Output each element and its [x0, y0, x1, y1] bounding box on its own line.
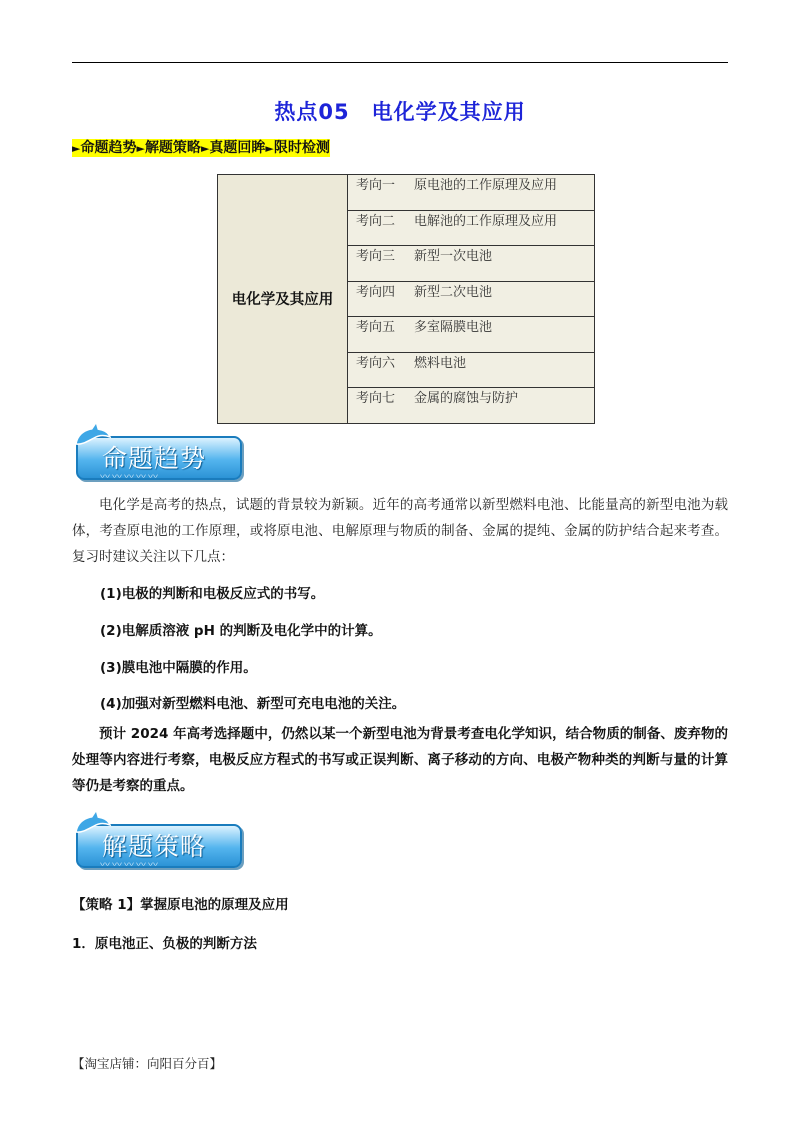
- outline-direction-4: 考向四 新型二次电池: [348, 281, 595, 317]
- nav-item-strategy[interactable]: 解题策略: [144, 140, 201, 156]
- wave-decoration: 〰〰〰〰〰: [100, 472, 160, 483]
- section-banner-strategy: [72, 812, 240, 871]
- outline-direction-6: 考向六 燃料电池: [348, 352, 595, 388]
- strategy-subheading: 1．原电池正、负极的判断方法: [72, 936, 257, 952]
- header-rule: [72, 62, 728, 63]
- section-banner-trend: [72, 424, 240, 483]
- trend-point-4: (4)加强对新型燃料电池、新型可充电电池的关注。: [100, 696, 406, 712]
- outline-direction-7: 考向七 金属的腐蚀与防护: [348, 388, 595, 424]
- topic-outline-table: [217, 174, 595, 424]
- arrow-icon: ►: [72, 142, 81, 155]
- trend-point-3: (3)膜电池中隔膜的作用。: [100, 660, 257, 676]
- section-navbar: [72, 137, 330, 157]
- outline-topic: 电化学及其应用: [218, 175, 348, 424]
- banner-label: 解题策略: [102, 832, 207, 861]
- arrow-icon: ►: [265, 142, 274, 155]
- page-title: 热点05 电化学及其应用: [274, 100, 526, 124]
- outline-direction-5: 考向五 多室隔膜电池: [348, 317, 595, 353]
- trend-point-1: (1)电极的判断和电极反应式的书写。: [100, 586, 325, 602]
- outline-direction-3: 考向三 新型一次电池: [348, 246, 595, 282]
- wave-decoration: 〰〰〰〰〰: [100, 860, 160, 871]
- page-footer: 【淘宝店铺：向阳百分百】: [72, 1056, 223, 1071]
- forecast-paragraph: 预计 2024 年高考选择题中，仍然以某一个新型电池为背景考查电化学知识，结合物质的制备、废弃物的处理等内容进行考察，电极反应方程式的书写或正误判断、离子移动的方向、电极产物种类的判断与量的计算等仍是考察的重点。: [72, 726, 728, 794]
- trend-point-2: (2)电解质溶液 pH 的判断及电化学中的计算。: [100, 623, 382, 639]
- outline-direction-2: 考向二 电解池的工作原理及应用: [348, 210, 595, 246]
- strategy-heading: 【策略 1】掌握原电池的原理及应用: [72, 897, 289, 913]
- banner-label: 命题趋势: [102, 444, 207, 473]
- arrow-icon: ►: [136, 142, 145, 155]
- outline-direction-1: 考向一 原电池的工作原理及应用: [348, 175, 595, 211]
- nav-item-review[interactable]: 真题回眸: [209, 140, 266, 156]
- trend-intro-paragraph: 电化学是高考的热点，试题的背景较为新颖。近年的高考通常以新型燃料电池、比能量高的新型电池为载体，考查原电池的工作原理，或将原电池、电解原理与物质的制备、金属的提纯、金属的防护结合起来考查。复习时建议关注以下几点：: [72, 497, 728, 565]
- nav-item-test[interactable]: 限时检测: [273, 140, 330, 156]
- nav-item-trend[interactable]: 命题趋势: [80, 140, 137, 156]
- arrow-icon: ►: [200, 142, 210, 155]
